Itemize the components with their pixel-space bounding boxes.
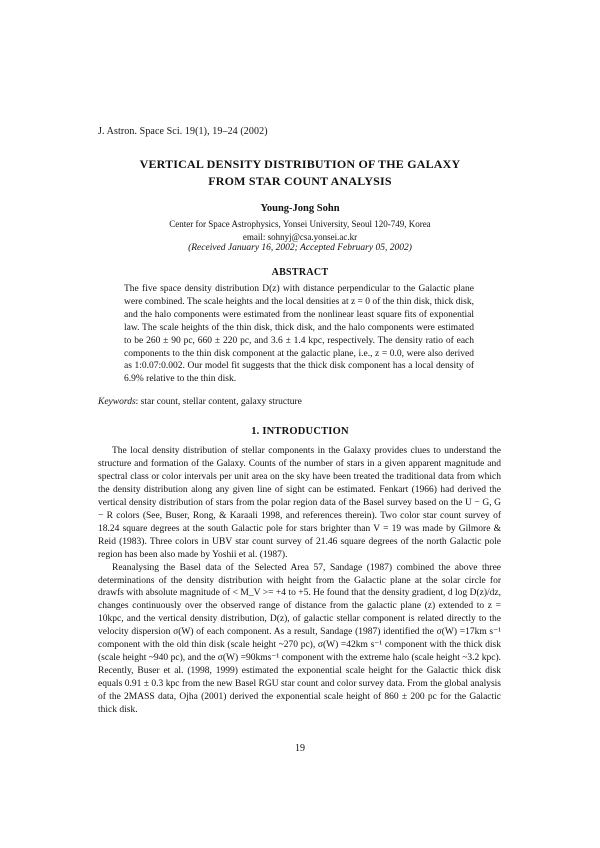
author-name: Young-Jong Sohn	[260, 203, 340, 214]
abstract-heading: ABSTRACT	[271, 267, 329, 278]
paper-title	[0, 156, 600, 190]
section-heading-introduction: 1. INTRODUCTION	[251, 426, 349, 437]
keywords-line	[98, 397, 302, 407]
author-affiliation-block	[0, 218, 600, 244]
introduction-paragraph-2: Reanalysing the Basel data of the Selected Area 57, Sandage (1987) combined the above three determinations of the density distribution with height from the Galactic plane at the solar circle for drawfs with absolute magnitude of < M_V >= +4 to +5. He found that the density gradient, d log D(z)/dz, changes continuously over the observed range of distance from the galactic plane (z) extended to z = 10kpc, and the vertical density distribution, D(z), of galactic stellar component is related directly to the velocity dispersion σ(W) of each component. As a result, Sandage (1987) identified the σ(W) =17km s⁻¹ component with the old thin disk (scale height ~270 pc), σ(W) =42km s⁻¹ component with the thick disk (scale height ~940 pc), and the σ(W) =90kms⁻¹ component with the extreme halo (scale height ~3.2 kpc). Recently, Buser et al. (1998, 1999) estimated the exponential scale height for the Galactic thick disk equals 0.91 ± 0.3 kpc from the new Basel RGU star count and color survey data. From the global analysis of the 2MASS data, Ojha (2001) derived the exponential scale height of 860 ± 200 pc for the Galactic thick disk.	[98, 562, 501, 716]
received-accepted-dates: (Received January 16, 2002; Accepted February 05, 2002)	[188, 243, 412, 253]
author-email: email: sohnyj@csa.yonsei.ac.kr	[242, 232, 358, 242]
introduction-paragraph-1: The local density distribution of stellar components in the Galaxy provides clues to understand the structure and formation of the Galaxy. Counts of the number of stars in a given apparent magnitude and spectral class or color intervals per unit area on the sky have been treated the traditional data from which the density distribution along any given line of sight can be estimated. Fenkart (1966) had derived the vertical density distribution of stars from the polar region data of the Basel survey based on the U − G, G − R colors (See, Buser, Rong, & Karaali 1998, and references therein). Two color star count survey of 18.24 square degrees at the south Galactic pole for stars brighter than V = 19 was made by Gilmore & Reid (1983). Three colors in UBV star count survey of 21.46 square degrees of the north Galactic pole region has been also made by Yoshii et al. (1987).	[98, 446, 501, 560]
author-affiliation: Center for Space Astrophysics, Yonsei University, Seoul 120-749, Korea	[169, 219, 431, 229]
title-line-2: FROM STAR COUNT ANALYSIS	[208, 174, 392, 188]
title-line-1: VERTICAL DENSITY DISTRIBUTION OF THE GALAXY	[139, 157, 461, 171]
page-number: 19	[295, 743, 305, 754]
journal-citation: J. Astron. Space Sci. 19(1), 19–24 (2002)	[98, 126, 268, 137]
introduction-body	[98, 445, 501, 717]
abstract-text: The five space density distribution D(z) with distance perpendicular to the Galactic plane were combined. The scale heights and the local densities at z = 0 of the thin disk, thick disk, and the halo components were estimated from the nonlinear least square fits of exponential law. The scale heights of the thin disk, thick disk, and the halo components were estimated to be 260 ± 90 pc, 660 ± 220 pc, and 3.6 ± 1.4 kpc, respectively. The density ratio of each components to the thin disk component at the galactic plane, i.e., z = 0.0, were also derived as 1:0.07:0.002. Our model fit suggests that the thick disk component has a local density of 6.9% relative to the thin disk.	[124, 284, 474, 385]
keywords-label: Keywords	[98, 397, 136, 407]
keywords-text: : star count, stellar content, galaxy structure	[135, 397, 302, 407]
